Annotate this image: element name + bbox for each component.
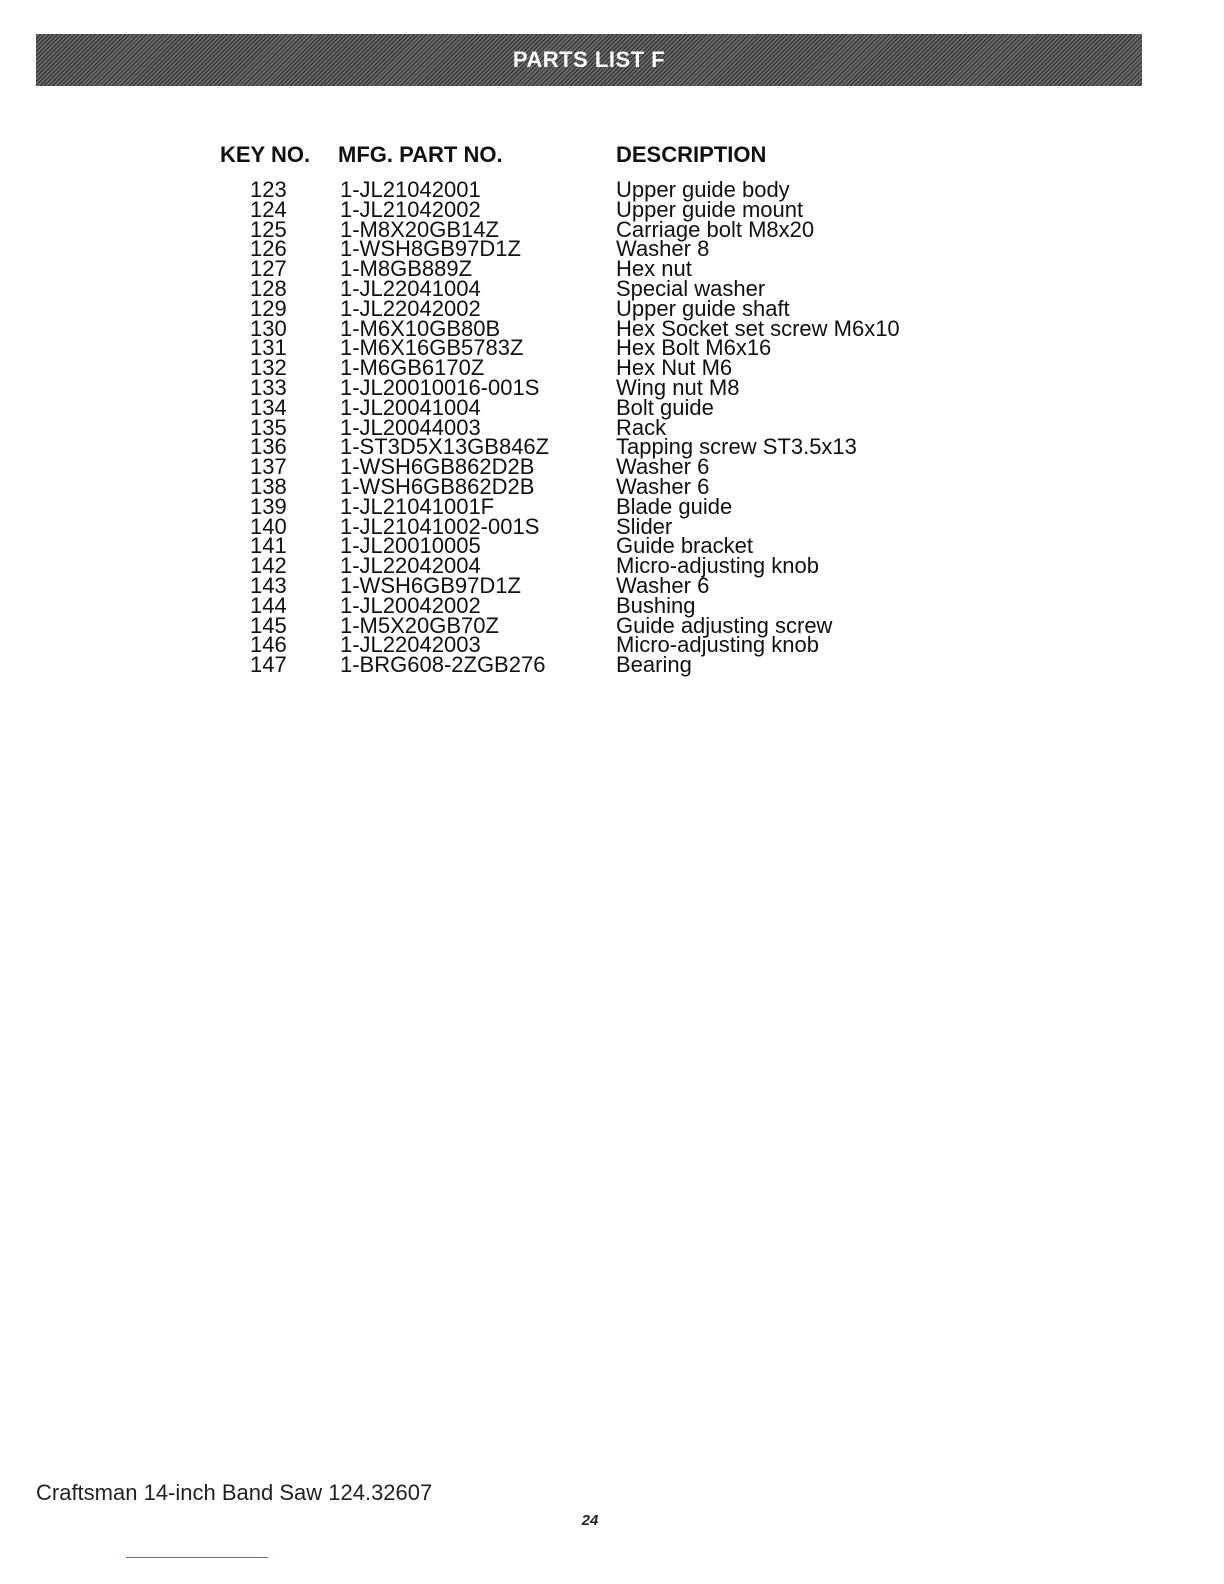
table-row	[0, 553, 1224, 579]
key-no-cell: 131	[250, 335, 287, 361]
description-cell: Hex Nut M6	[616, 355, 733, 381]
description-cell: Micro-adjusting knob	[616, 553, 819, 579]
description-cell: Guide bracket	[616, 533, 753, 559]
mfg-part-no-cell: 1-M5X20GB70Z	[340, 612, 499, 638]
mfg-part-no-cell: 1-JL20041004	[340, 394, 481, 420]
mfg-part-no-cell: 1-ST3D5X13GB846Z	[340, 434, 550, 460]
key-no-cell: 133	[250, 374, 287, 400]
mfg-part-no-cell: 1-M6X10GB80B	[340, 315, 501, 341]
key-no-cell: 145	[250, 612, 287, 638]
table-row	[0, 315, 1224, 341]
table-row	[0, 434, 1224, 460]
footer-divider	[126, 1557, 268, 1558]
key-no-cell: 143	[250, 572, 287, 598]
table-row	[0, 335, 1224, 361]
header-mfg-part-no: MFG. PART NO.	[338, 142, 503, 167]
mfg-part-no-cell: 1-JL20010016-001S	[340, 374, 540, 400]
table-row	[0, 236, 1224, 262]
key-no-cell: 139	[250, 493, 287, 519]
page-number: 24	[581, 1512, 599, 1529]
key-no-cell: 128	[250, 275, 287, 301]
description-cell: Hex Socket set screw M6x10	[616, 315, 900, 341]
description-cell: Upper guide mount	[616, 196, 804, 222]
key-no-cell: 127	[250, 256, 287, 282]
mfg-part-no-cell: 1-JL21041002-001S	[340, 513, 540, 539]
header-description: DESCRIPTION	[616, 142, 767, 167]
mfg-part-no-cell: 1-JL22042003	[340, 632, 481, 658]
key-no-cell: 147	[250, 652, 287, 678]
mfg-part-no-cell: 1-WSH6GB862D2B	[340, 473, 535, 499]
table-row	[0, 632, 1224, 658]
table-row	[0, 216, 1224, 242]
description-cell: Bolt guide	[616, 394, 714, 420]
table-row	[0, 256, 1224, 282]
table-row	[0, 612, 1224, 638]
description-cell: Washer 6	[616, 572, 710, 598]
table-row	[0, 177, 1224, 202]
table-row	[0, 592, 1224, 618]
table-row	[0, 533, 1224, 559]
mfg-part-no-cell: 1-JL22042004	[340, 553, 481, 579]
mfg-part-no-cell: 1-JL22041004	[340, 275, 481, 301]
parts-list-banner	[36, 34, 1142, 86]
mfg-part-no-cell: 1-WSH8GB97D1Z	[340, 236, 521, 262]
table-row	[0, 513, 1224, 539]
key-no-cell: 124	[250, 196, 287, 222]
key-no-cell: 123	[250, 177, 287, 202]
key-no-cell: 126	[250, 236, 287, 262]
table-row	[0, 355, 1224, 381]
description-cell: Blade guide	[616, 493, 733, 519]
description-cell: Upper guide body	[616, 177, 790, 202]
key-no-cell: 146	[250, 632, 287, 658]
description-cell: Tapping screw ST3.5x13	[616, 434, 857, 460]
key-no-cell: 137	[250, 454, 287, 480]
table-row	[0, 414, 1224, 440]
description-cell: Guide adjusting screw	[616, 612, 833, 638]
key-no-cell: 125	[250, 216, 287, 242]
description-cell: Wing nut M8	[616, 374, 740, 400]
description-cell: Bearing	[616, 652, 692, 678]
mfg-part-no-cell: 1-M6X16GB5783Z	[340, 335, 524, 361]
mfg-part-no-cell: 1-JL21042001	[340, 177, 481, 202]
table-row	[0, 473, 1224, 499]
table-row	[0, 295, 1224, 321]
mfg-part-no-cell: 1-M8X20GB14Z	[340, 216, 499, 242]
mfg-part-no-cell: 1-JL21041001F	[340, 493, 495, 519]
table-row	[0, 572, 1224, 598]
key-no-cell: 132	[250, 355, 287, 381]
description-cell: Slider	[616, 513, 673, 539]
mfg-part-no-cell: 1-JL20042002	[340, 592, 481, 618]
parts-table	[0, 177, 1224, 678]
key-no-cell: 144	[250, 592, 287, 618]
description-cell: Special washer	[616, 275, 766, 301]
key-no-cell: 142	[250, 553, 287, 579]
key-no-cell: 138	[250, 473, 287, 499]
description-cell: Carriage bolt M8x20	[616, 216, 815, 242]
key-no-cell: 134	[250, 394, 287, 420]
description-cell: Hex Bolt M6x16	[616, 335, 772, 361]
mfg-part-no-cell: 1-JL20044003	[340, 414, 481, 440]
table-row	[0, 394, 1224, 420]
table-row	[0, 454, 1224, 480]
header-key-no: KEY NO.	[220, 142, 311, 167]
key-no-cell: 129	[250, 295, 287, 321]
description-cell: Rack	[616, 414, 667, 440]
mfg-part-no-cell: 1-JL21042002	[340, 196, 481, 222]
description-cell: Hex nut	[616, 256, 692, 282]
key-no-cell: 141	[250, 533, 287, 559]
mfg-part-no-cell: 1-JL22042002	[340, 295, 481, 321]
table-row	[0, 652, 1224, 678]
banner-title: PARTS LIST F	[512, 47, 666, 72]
table-header	[0, 142, 1224, 172]
table-row	[0, 493, 1224, 519]
description-cell: Bushing	[616, 592, 696, 618]
mfg-part-no-cell: 1-M8GB889Z	[340, 256, 473, 282]
description-cell: Micro-adjusting knob	[616, 632, 819, 658]
mfg-part-no-cell: 1-WSH6GB862D2B	[340, 454, 535, 480]
description-cell: Washer 8	[616, 236, 710, 262]
key-no-cell: 135	[250, 414, 287, 440]
description-cell: Washer 6	[616, 473, 710, 499]
mfg-part-no-cell: 1-JL20010005	[340, 533, 481, 559]
mfg-part-no-cell: 1-BRG608-2ZGB276	[340, 652, 546, 678]
key-no-cell: 136	[250, 434, 287, 460]
key-no-cell: 140	[250, 513, 287, 539]
mfg-part-no-cell: 1-WSH6GB97D1Z	[340, 572, 521, 598]
key-no-cell: 130	[250, 315, 287, 341]
table-row	[0, 374, 1224, 400]
mfg-part-no-cell: 1-M6GB6170Z	[340, 355, 485, 381]
footer-model-name: Craftsman 14-inch Band Saw 124.32607	[36, 1480, 433, 1505]
description-cell: Washer 6	[616, 454, 710, 480]
table-row	[0, 275, 1224, 301]
description-cell: Upper guide shaft	[616, 295, 790, 321]
table-row	[0, 196, 1224, 222]
